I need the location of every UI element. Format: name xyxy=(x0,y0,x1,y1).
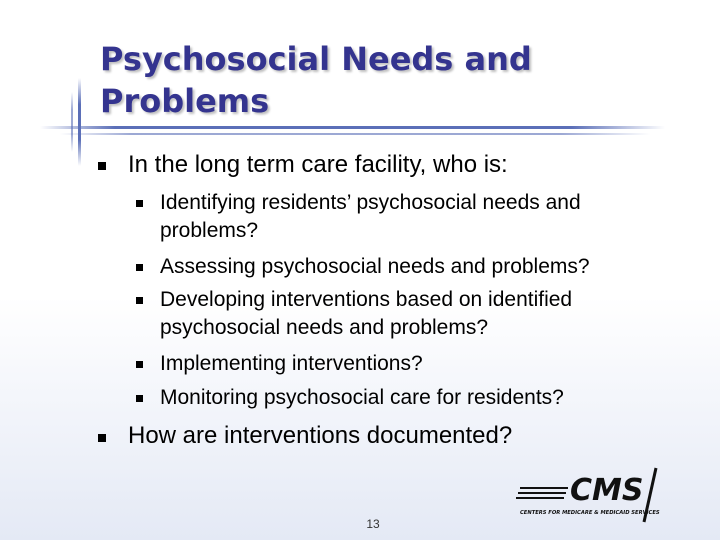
sub-bullet-text: Implementing interventions? xyxy=(160,352,423,375)
sub-bullet-line: problems? xyxy=(160,219,259,242)
square-bullet-icon xyxy=(136,264,143,271)
slide-title-line-2: Problems xyxy=(100,82,270,120)
frame-vertical-line-secondary xyxy=(71,92,73,152)
logo-tagline: CENTERS FOR MEDICARE & MEDICAID SERVICES xyxy=(520,510,660,516)
frame-horizontal-line-secondary xyxy=(60,133,650,135)
sub-bullet-text xyxy=(160,189,660,245)
square-bullet-icon xyxy=(136,200,143,207)
square-bullet-icon xyxy=(136,395,143,402)
bullet-text: In the long term care facility, who is: xyxy=(128,151,508,178)
frame-vertical-line xyxy=(78,78,81,166)
square-bullet-icon xyxy=(136,361,143,368)
sub-bullet-line: Developing interventions based on identified xyxy=(160,288,573,311)
sub-bullet-text: Monitoring psychosocial care for residents? xyxy=(160,386,564,409)
frame-horizontal-line xyxy=(40,126,665,129)
square-bullet-icon xyxy=(136,297,143,304)
slide-title-line-1: Psychosocial Needs and xyxy=(100,40,532,78)
logo-wordmark: CMS xyxy=(570,473,644,508)
bullet-text: How are interventions documented? xyxy=(128,422,513,449)
sub-bullet-line: psychosocial needs and problems? xyxy=(160,316,489,339)
square-bullet-icon xyxy=(98,162,106,170)
sub-bullet-text xyxy=(160,286,660,342)
slide-title xyxy=(100,38,660,122)
sub-bullet-line: Identifying residents’ psychosocial needs and xyxy=(160,191,581,214)
square-bullet-icon xyxy=(98,434,106,442)
cms-logo xyxy=(516,466,666,524)
sub-bullet-text: Assessing psychosocial needs and problems? xyxy=(160,255,590,278)
page-number: 13 xyxy=(366,517,380,531)
